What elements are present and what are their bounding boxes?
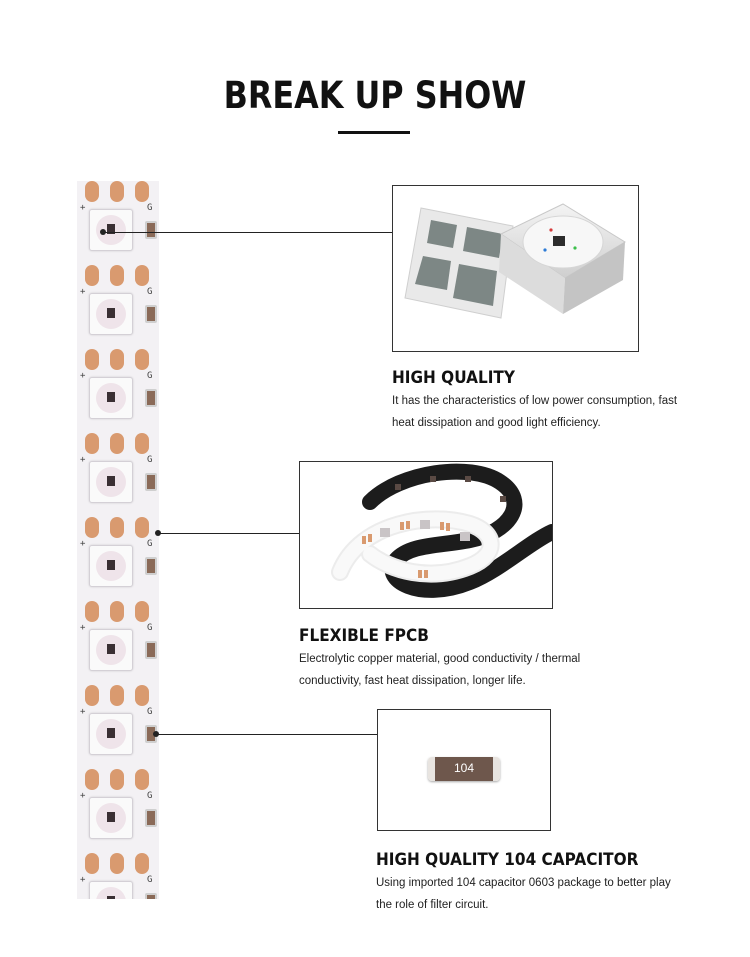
plus-symbol: + bbox=[80, 623, 86, 633]
ground-symbol: G bbox=[147, 539, 153, 549]
led-die bbox=[107, 308, 115, 318]
plus-symbol: + bbox=[80, 203, 86, 213]
description-line: the role of filter circuit. bbox=[376, 899, 489, 911]
copper-pad bbox=[85, 349, 99, 370]
led-die bbox=[107, 896, 115, 899]
copper-pad bbox=[110, 853, 124, 874]
copper-pad bbox=[85, 685, 99, 706]
description-line: conductivity, fast heat dissipation, longer life. bbox=[299, 675, 526, 687]
led-chip bbox=[89, 545, 133, 587]
feature-description-high-quality bbox=[392, 390, 677, 434]
plus-symbol: + bbox=[80, 791, 86, 801]
led-chip bbox=[89, 209, 133, 251]
page-title: BREAK UP SHOW bbox=[223, 74, 527, 117]
title-underline bbox=[338, 131, 410, 134]
description-line: Using imported 104 capacitor 0603 package to better play bbox=[376, 877, 671, 889]
led-die bbox=[107, 644, 115, 654]
copper-pad bbox=[110, 685, 124, 706]
copper-pad bbox=[135, 601, 149, 622]
led-chip-photo bbox=[392, 185, 639, 352]
copper-pad bbox=[135, 769, 149, 790]
led-chip bbox=[89, 629, 133, 671]
copper-pad bbox=[135, 853, 149, 874]
plus-symbol: + bbox=[80, 455, 86, 465]
copper-pad bbox=[85, 769, 99, 790]
copper-pad bbox=[110, 601, 124, 622]
capacitor-label: 104 bbox=[453, 761, 475, 775]
ground-symbol: G bbox=[147, 791, 153, 801]
led-die bbox=[107, 812, 115, 822]
led-chip-icon bbox=[393, 186, 638, 351]
strip-capacitor bbox=[145, 557, 157, 575]
capacitor-photo bbox=[377, 709, 551, 831]
copper-pad bbox=[85, 433, 99, 454]
copper-pad bbox=[110, 265, 124, 286]
feature-heading-flexible-fpcb: FLEXIBLE FPCB bbox=[299, 626, 429, 646]
ground-symbol: G bbox=[147, 623, 153, 633]
led-die bbox=[107, 728, 115, 738]
ground-symbol: G bbox=[147, 707, 153, 717]
description-line: heat dissipation and good light efficiency. bbox=[392, 417, 601, 429]
flexible-strip-icon bbox=[300, 462, 552, 608]
led-chip bbox=[89, 797, 133, 839]
feature-heading-high-quality: HIGH QUALITY bbox=[392, 368, 515, 388]
led-chip bbox=[89, 713, 133, 755]
copper-pad bbox=[135, 265, 149, 286]
connector-line-capacitor bbox=[156, 734, 378, 735]
plus-symbol: + bbox=[80, 287, 86, 297]
connector-line-led bbox=[103, 232, 393, 233]
feature-heading-capacitor: HIGH QUALITY 104 CAPACITOR bbox=[376, 850, 639, 870]
flexible-strip-photo bbox=[299, 461, 553, 609]
strip-capacitor bbox=[145, 809, 157, 827]
led-strip-image bbox=[77, 181, 159, 899]
ground-symbol: G bbox=[147, 203, 153, 213]
led-die bbox=[107, 392, 115, 402]
copper-pad bbox=[135, 517, 149, 538]
copper-pad bbox=[85, 601, 99, 622]
copper-pad bbox=[110, 517, 124, 538]
led-chip bbox=[89, 881, 133, 899]
copper-pad bbox=[135, 349, 149, 370]
ground-symbol: G bbox=[147, 455, 153, 465]
led-chip bbox=[89, 461, 133, 503]
copper-pad bbox=[135, 433, 149, 454]
strip-capacitor bbox=[145, 893, 157, 899]
copper-pad bbox=[110, 433, 124, 454]
strip-capacitor bbox=[145, 221, 157, 239]
ground-symbol: G bbox=[147, 875, 153, 885]
copper-pad bbox=[110, 349, 124, 370]
capacitor-icon bbox=[428, 757, 500, 781]
copper-pad bbox=[85, 517, 99, 538]
strip-capacitor bbox=[145, 641, 157, 659]
led-die bbox=[107, 476, 115, 486]
feature-description-flexible-fpcb bbox=[299, 648, 580, 692]
copper-pad bbox=[135, 181, 149, 202]
connector-line-fpcb bbox=[158, 533, 300, 534]
strip-capacitor bbox=[145, 389, 157, 407]
led-chip bbox=[89, 293, 133, 335]
plus-symbol: + bbox=[80, 875, 86, 885]
copper-pad bbox=[85, 265, 99, 286]
ground-symbol: G bbox=[147, 371, 153, 381]
led-chip bbox=[89, 377, 133, 419]
copper-pad bbox=[85, 853, 99, 874]
copper-pad bbox=[110, 181, 124, 202]
copper-pad bbox=[110, 769, 124, 790]
copper-pad bbox=[135, 685, 149, 706]
copper-pad bbox=[85, 181, 99, 202]
feature-description-capacitor bbox=[376, 872, 671, 916]
ground-symbol: G bbox=[147, 287, 153, 297]
plus-symbol: + bbox=[80, 539, 86, 549]
plus-symbol: + bbox=[80, 707, 86, 717]
plus-symbol: + bbox=[80, 371, 86, 381]
description-line: It has the characteristics of low power consumption, fast bbox=[392, 395, 678, 407]
strip-capacitor bbox=[145, 305, 157, 323]
strip-capacitor bbox=[145, 473, 157, 491]
description-line: Electrolytic copper material, good conductivity / thermal bbox=[299, 653, 581, 665]
led-die bbox=[107, 560, 115, 570]
